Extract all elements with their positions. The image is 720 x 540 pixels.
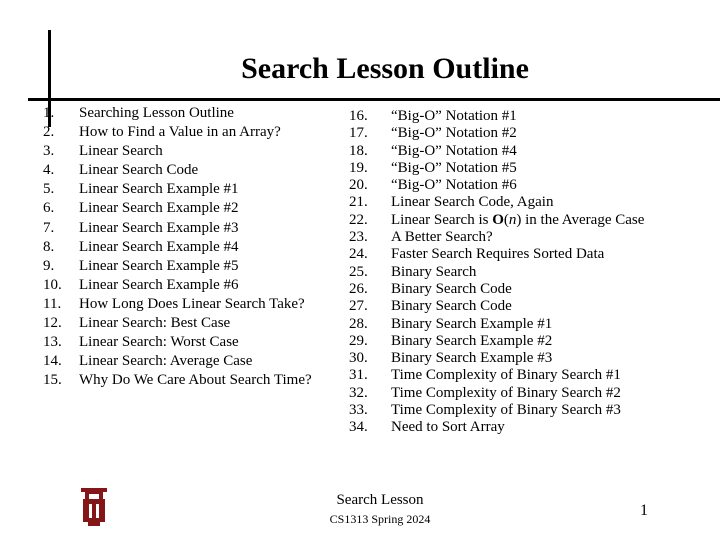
item-number: 32. <box>349 384 368 401</box>
item-number: 19. <box>349 159 368 176</box>
item-text: Faster Search Requires Sorted Data <box>391 246 605 263</box>
item-text: Linear Search: Best Case <box>79 315 231 332</box>
footer-lesson-title: Search Lesson <box>336 492 424 508</box>
item-text-part: Linear Search is <box>391 211 493 228</box>
item-number: 15. <box>43 372 62 389</box>
item-number: 10. <box>43 276 62 293</box>
item-number: 11. <box>43 295 62 312</box>
item-text: Binary Search <box>391 263 477 280</box>
item-text: Linear Search <box>79 143 163 160</box>
list-item <box>43 180 343 199</box>
item-text: Why Do We Care About Search Time? <box>79 372 312 389</box>
item-text: “Big-O” Notation #6 <box>391 177 517 194</box>
list-item <box>43 371 343 390</box>
list-item <box>349 419 689 436</box>
item-text: Binary Search Example #3 <box>391 350 553 367</box>
list-item <box>43 276 343 295</box>
list-item <box>349 125 689 142</box>
item-text: Linear Search Example #4 <box>79 238 239 255</box>
list-item <box>349 350 689 367</box>
item-number: 22. <box>349 211 368 228</box>
ou-logo-icon <box>78 485 110 529</box>
list-item <box>349 194 689 211</box>
list-item <box>349 108 689 125</box>
item-text: A Better Search? <box>391 229 493 246</box>
item-text: Linear Search Example #3 <box>79 219 239 236</box>
item-number: 6. <box>43 200 55 217</box>
big-o-symbol: O <box>492 211 504 228</box>
item-text: Searching Lesson Outline <box>79 105 234 121</box>
item-text: “Big-O” Notation #2 <box>391 125 517 142</box>
list-item <box>43 199 343 218</box>
item-number: 34. <box>349 419 368 436</box>
item-text: Time Complexity of Binary Search #3 <box>391 402 621 419</box>
list-item <box>349 143 689 160</box>
list-item <box>349 246 689 263</box>
item-text: Linear Search Code, Again <box>391 194 554 211</box>
item-text: Linear Search Example #1 <box>79 181 239 198</box>
item-number: 5. <box>43 181 55 198</box>
list-item <box>43 238 343 257</box>
list-item <box>43 219 343 238</box>
list-item <box>349 367 689 384</box>
item-text: Linear Search: Average Case <box>79 353 253 370</box>
variable-n: n <box>508 211 517 228</box>
item-number: 9. <box>43 257 55 274</box>
item-text-part: ( <box>503 211 509 228</box>
item-text <box>391 212 644 229</box>
list-item <box>43 257 343 276</box>
item-number: 25. <box>349 263 368 280</box>
list-item <box>349 402 689 419</box>
footer-course: CS1313 Spring 2024 <box>329 512 431 526</box>
item-number: 12. <box>43 315 62 332</box>
item-number: 21. <box>349 194 368 211</box>
item-text: Linear Search Example #6 <box>79 276 239 293</box>
item-text: Linear Search: Worst Case <box>79 334 239 351</box>
item-number: 26. <box>349 280 368 297</box>
item-text: Linear Search Example #5 <box>79 257 239 274</box>
item-text: Binary Search Code <box>391 280 512 297</box>
item-number: 1. <box>43 105 55 121</box>
list-item <box>43 104 343 123</box>
list-item <box>43 161 343 180</box>
item-number: 27. <box>349 298 368 315</box>
list-item <box>43 123 343 142</box>
item-number: 24. <box>349 246 368 263</box>
item-number: 30. <box>349 350 368 367</box>
item-text: Binary Search Code <box>391 298 512 315</box>
item-number: 3. <box>43 143 55 160</box>
item-number: 23. <box>349 229 368 246</box>
list-item <box>43 333 343 352</box>
item-number: 16. <box>349 108 368 124</box>
item-text: Binary Search Example #1 <box>391 315 553 332</box>
item-text: Linear Search Example #2 <box>79 200 239 217</box>
list-item <box>349 177 689 194</box>
item-number: 29. <box>349 332 368 349</box>
slide-title: Search Lesson Outline <box>241 52 529 85</box>
item-text: How to Find a Value in an Array? <box>79 124 281 141</box>
list-item <box>349 333 689 350</box>
list-item <box>43 295 343 314</box>
item-text: Binary Search Example #2 <box>391 332 553 349</box>
outline-list-right <box>349 108 689 437</box>
item-number: 31. <box>349 367 368 384</box>
item-number: 18. <box>349 142 368 159</box>
item-number: 13. <box>43 334 62 351</box>
item-number: 17. <box>349 125 368 142</box>
item-text: Time Complexity of Binary Search #1 <box>391 367 621 384</box>
list-item <box>349 385 689 402</box>
item-number: 7. <box>43 219 55 236</box>
item-text-part: ) in the Average Case <box>516 211 645 228</box>
item-text: Need to Sort Array <box>391 419 505 436</box>
item-text: Linear Search Code <box>79 162 199 179</box>
slide-footer <box>270 491 490 527</box>
list-item <box>349 281 689 298</box>
outline-list-left <box>43 104 343 390</box>
item-number: 33. <box>349 402 368 419</box>
item-number: 4. <box>43 162 55 179</box>
item-number: 28. <box>349 315 368 332</box>
list-item <box>349 264 689 281</box>
item-text: How Long Does Linear Search Take? <box>79 295 305 312</box>
list-item <box>349 229 689 246</box>
item-text: “Big-O” Notation #1 <box>391 108 517 124</box>
list-item <box>349 316 689 333</box>
item-text: “Big-O” Notation #5 <box>391 159 517 176</box>
page-number: 1 <box>640 502 648 519</box>
item-text: Time Complexity of Binary Search #2 <box>391 384 621 401</box>
decorative-horizontal-rule <box>28 98 720 101</box>
list-item <box>43 352 343 371</box>
item-text: “Big-O” Notation #4 <box>391 142 517 159</box>
list-item <box>349 298 689 315</box>
list-item <box>43 142 343 161</box>
item-number: 2. <box>43 124 55 141</box>
item-number: 8. <box>43 238 55 255</box>
list-item <box>349 212 689 229</box>
list-item <box>43 314 343 333</box>
item-number: 14. <box>43 353 62 370</box>
item-number: 20. <box>349 177 368 194</box>
list-item <box>349 160 689 177</box>
